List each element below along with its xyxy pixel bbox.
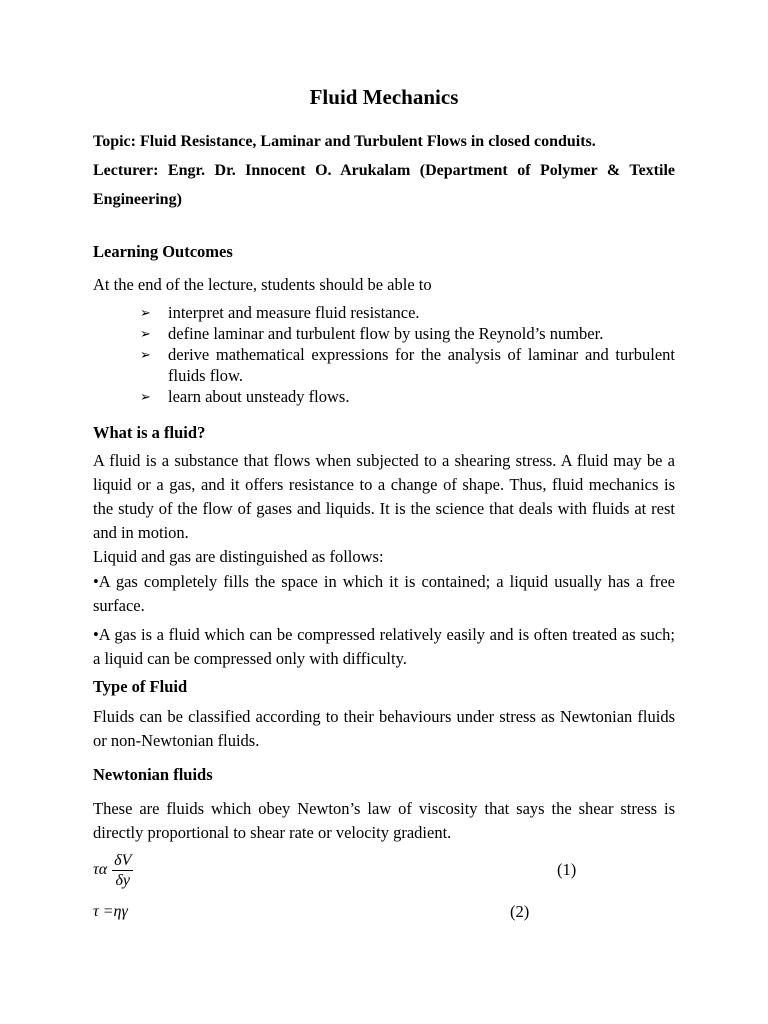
outcome-text: define laminar and turbulent flow by using the Reynold’s number.: [168, 324, 604, 343]
list-item: [140, 386, 675, 407]
arrow-bullet-icon: ➢: [140, 326, 151, 341]
list-item: [140, 302, 675, 323]
what-is-fluid-heading: What is a fluid?: [93, 423, 206, 442]
outcome-text: interpret and measure fluid resistance.: [168, 303, 420, 322]
outcome-text: derive mathematical expressions for the analysis of laminar and turbulent fluids flow.: [168, 345, 675, 385]
fluid-definition-paragraph: A fluid is a substance that flows when subjected to a shearing stress. A fluid may be a liquid or a gas, and it offers resistance to a change of shape. Thus, fluid mechanics is the study of the flow of gases and liquids. It is the science that deals with fluids at rest and in motion.: [93, 451, 675, 542]
gas-property-paragraph-2: •A gas is a fluid which can be compressed relatively easily and is often treated as such; a liquid can be compressed only with difficulty.: [93, 625, 675, 668]
equation-2-number: (2): [510, 902, 530, 921]
liquid-gas-intro: Liquid and gas are distinguished as follows:: [93, 547, 384, 566]
learning-outcomes-intro: At the end of the lecture, students should be able to: [93, 275, 432, 294]
learning-outcomes-list: [93, 302, 675, 407]
equation-1-lhs: τα: [93, 861, 108, 878]
arrow-bullet-icon: ➢: [140, 389, 151, 404]
lecturer-line: Lecturer: Engr. Dr. Innocent O. Arukalam (Department of Polymer & Textile Engineering): [93, 162, 675, 208]
equation-1-numerator: δV: [114, 851, 132, 869]
type-of-fluid-paragraph: Fluids can be classified according to their behaviours under stress as Newtonian fluids or non-Newtonian fluids.: [93, 707, 675, 750]
outcome-text: learn about unsteady flows.: [168, 387, 350, 406]
equation-1: [93, 849, 675, 891]
list-item: [140, 323, 675, 344]
document-title: Fluid Mechanics: [309, 85, 459, 109]
equation-2: [93, 900, 675, 924]
equation-1-denominator: δy: [115, 871, 130, 889]
type-of-fluid-heading: Type of Fluid: [93, 677, 188, 696]
arrow-bullet-icon: ➢: [140, 305, 151, 320]
equation-2-lhs: τ =ηγ: [93, 903, 128, 920]
learning-outcomes-heading: Learning Outcomes: [93, 242, 233, 261]
equation-1-fraction: [112, 851, 133, 890]
newtonian-fluids-paragraph: These are fluids which obey Newton’s law of viscosity that says the shear stress is directly proportional to shear rate or velocity gradient.: [93, 799, 675, 842]
list-item: [140, 344, 675, 386]
arrow-bullet-icon: ➢: [140, 347, 151, 362]
newtonian-fluids-heading: Newtonian fluids: [93, 765, 213, 784]
gas-property-paragraph-1: •A gas completely fills the space in which it is contained; a liquid usually has a free surface.: [93, 572, 675, 615]
topic-line: Topic: Fluid Resistance, Laminar and Turbulent Flows in closed conduits.: [93, 133, 596, 150]
equation-1-number: (1): [557, 860, 577, 879]
